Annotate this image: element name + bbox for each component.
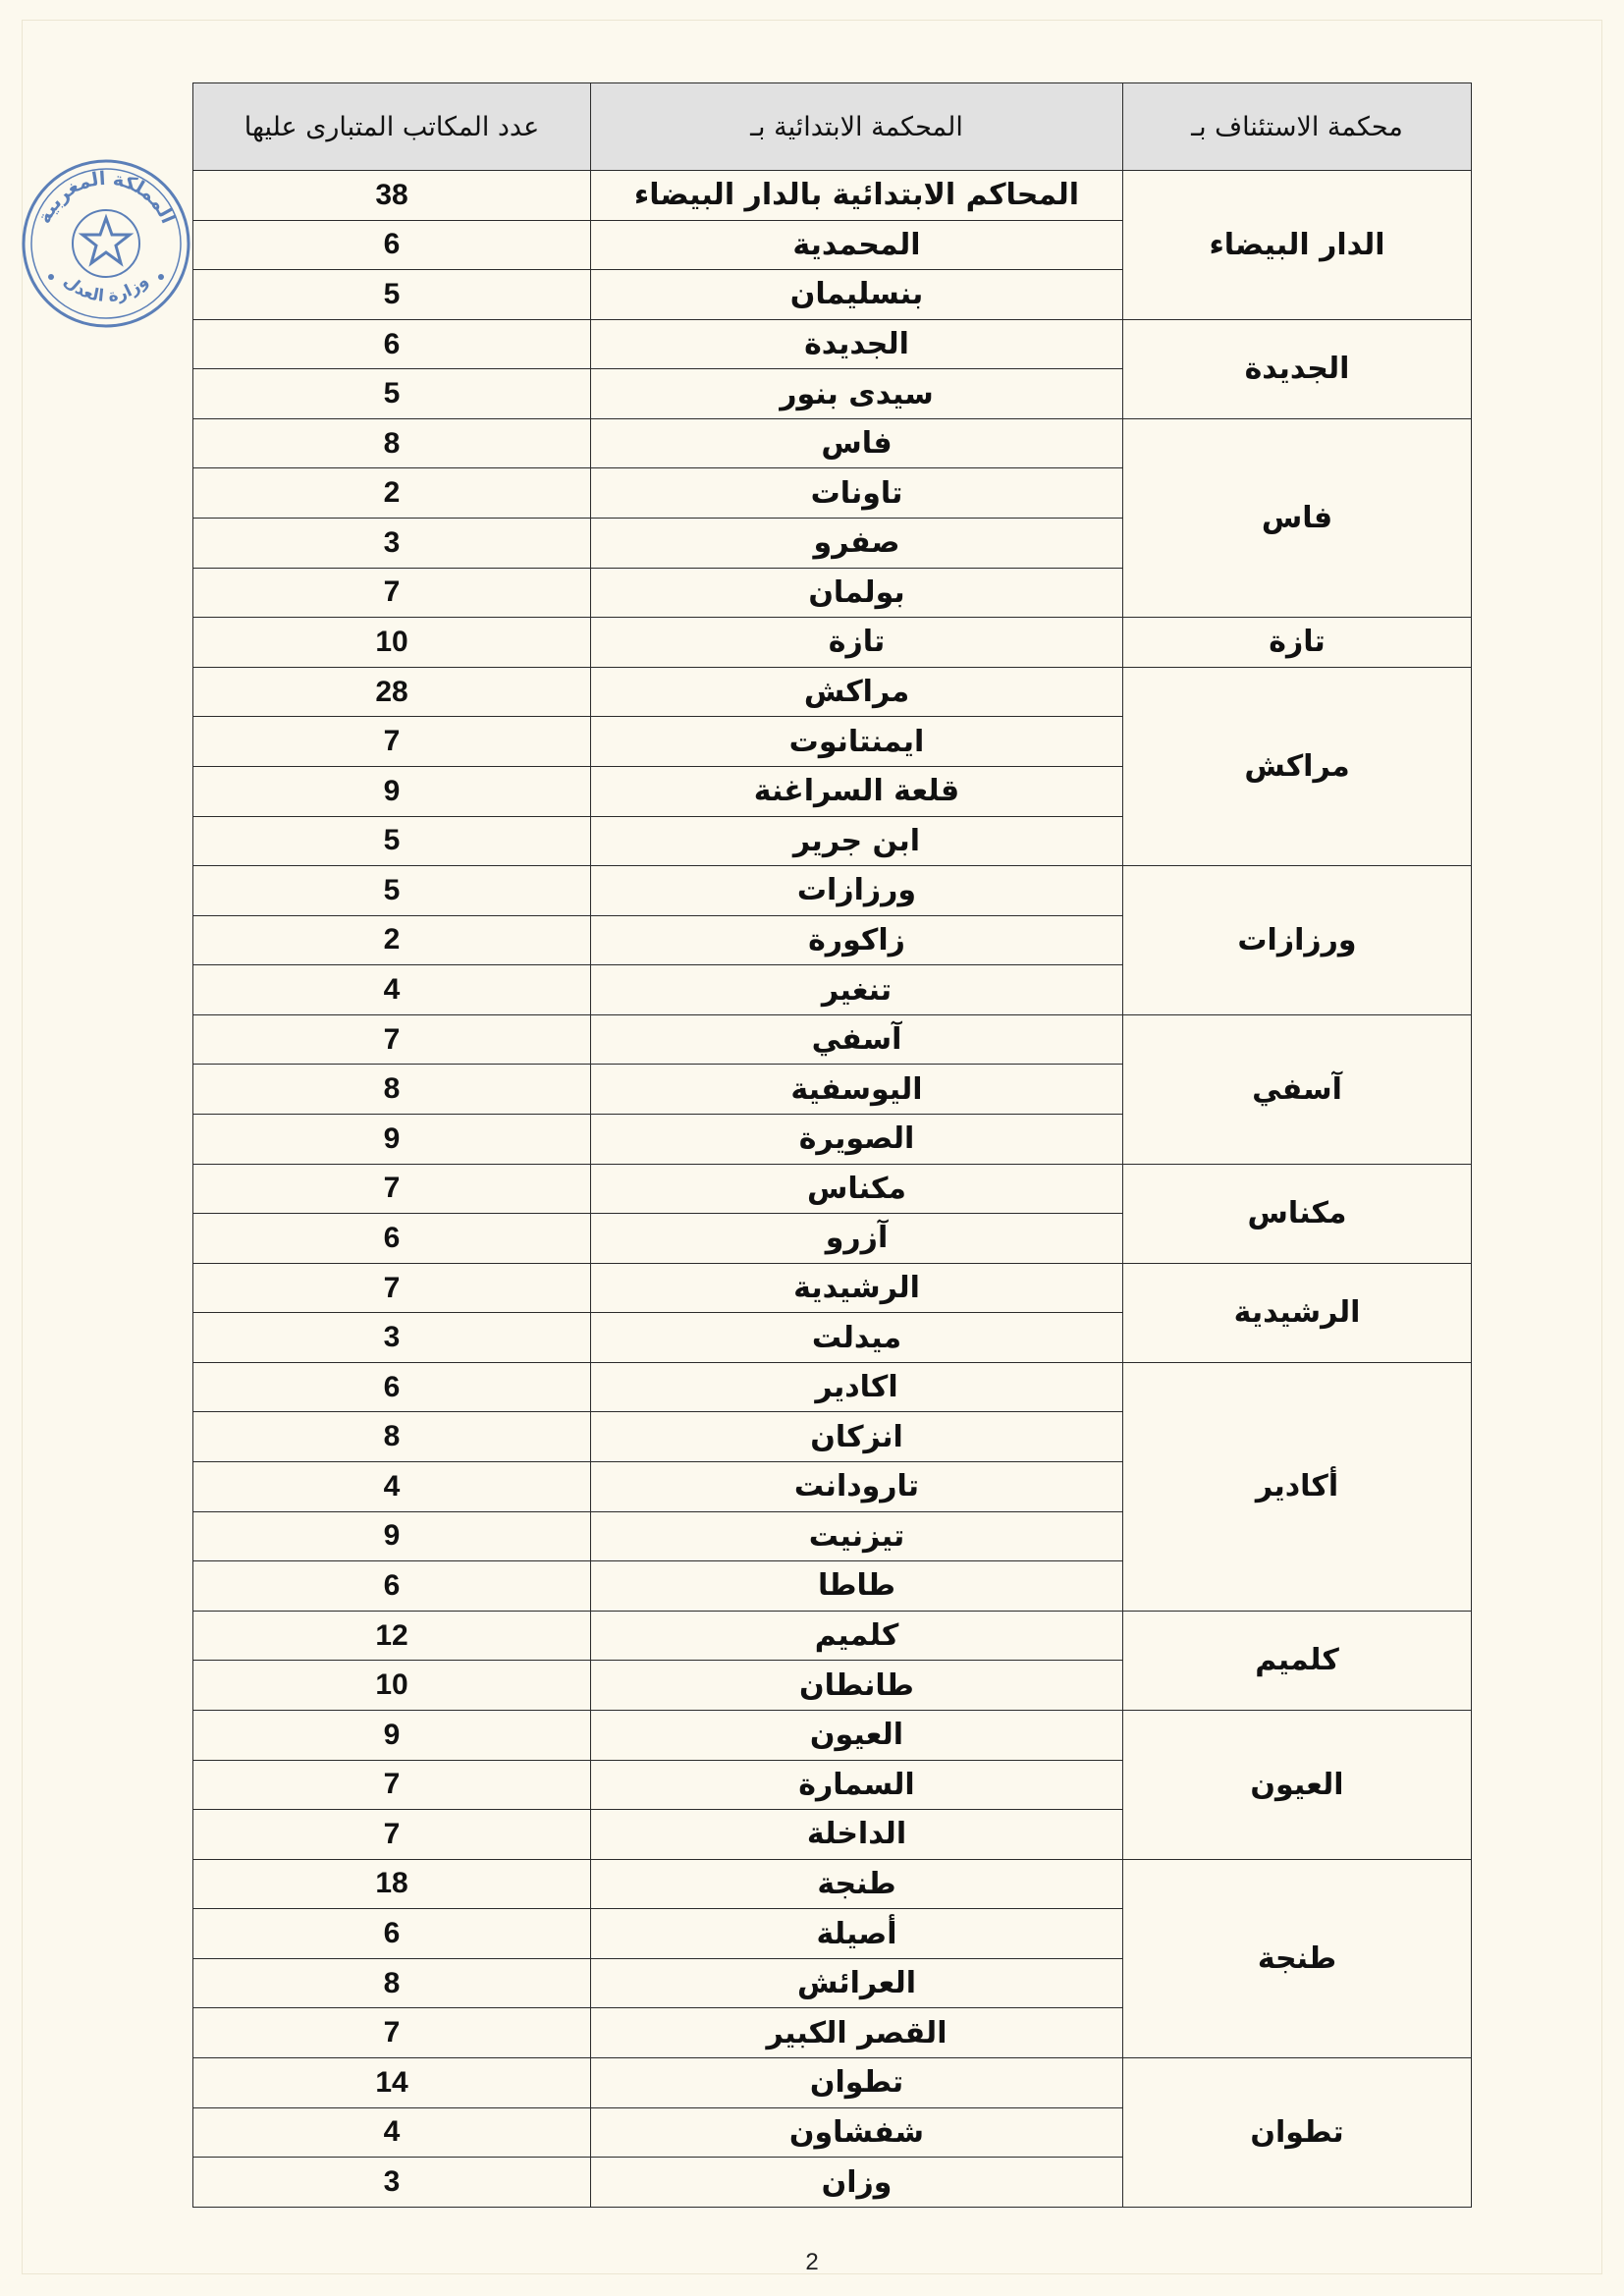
first-instance-court-cell: طاطا [591,1561,1123,1612]
offices-count-cell: 7 [193,1014,591,1065]
first-instance-court-cell: ميدلت [591,1313,1123,1363]
first-instance-court-cell: صفرو [591,519,1123,569]
table-row [193,667,1472,717]
appeal-court-cell: الدار البيضاء [1123,171,1472,320]
offices-count-cell: 2 [193,915,591,965]
offices-count-cell: 7 [193,1760,591,1810]
first-instance-court-cell: المحاكم الابتدائية بالدار البيضاء [591,171,1123,221]
offices-count-cell: 5 [193,866,591,916]
first-instance-court-cell: الصويرة [591,1114,1123,1164]
table-row [193,171,1472,221]
table-row [193,1859,1472,1909]
appeal-court-cell: الجديدة [1123,319,1472,418]
first-instance-court-cell: كلميم [591,1611,1123,1661]
first-instance-court-cell: شفشاون [591,2107,1123,2158]
star-emblem-icon [82,218,130,263]
offices-count-cell: 4 [193,965,591,1015]
offices-count-cell: 12 [193,1611,591,1661]
appeal-court-cell: العيون [1123,1710,1472,1859]
offices-count-cell: 9 [193,1511,591,1561]
offices-count-cell: 7 [193,1164,591,1214]
first-instance-court-cell: الجديدة [591,319,1123,369]
offices-count-cell: 7 [193,568,591,618]
offices-count-cell: 6 [193,1909,591,1959]
table-row [193,418,1472,468]
offices-count-cell: 5 [193,816,591,866]
first-instance-court-cell: تنغير [591,965,1123,1015]
appeal-court-cell: تازة [1123,618,1472,668]
first-instance-court-cell: مكناس [591,1164,1123,1214]
appeal-court-cell: كلميم [1123,1611,1472,1710]
offices-count-cell: 5 [193,270,591,320]
header-offices-count: عدد المكاتب المتبارى عليها [193,83,591,171]
offices-count-cell: 10 [193,618,591,668]
first-instance-court-cell: قلعة السراغنة [591,766,1123,816]
table-row [193,319,1472,369]
offices-count-cell: 9 [193,1710,591,1760]
header-appeal-court: محكمة الاستئناف بـ [1123,83,1472,171]
offices-count-cell: 7 [193,1810,591,1860]
offices-count-cell: 5 [193,369,591,419]
table-header-row [193,83,1472,171]
offices-count-cell: 6 [193,319,591,369]
first-instance-court-cell: الرشيدية [591,1263,1123,1313]
appeal-court-cell: ورزازات [1123,866,1472,1015]
appeal-court-cell: فاس [1123,418,1472,617]
offices-count-cell: 9 [193,1114,591,1164]
table-row [193,866,1472,916]
ministry-stamp [18,155,194,332]
table-row [193,1611,1472,1661]
offices-count-cell: 3 [193,519,591,569]
offices-count-cell: 18 [193,1859,591,1909]
courts-table [192,82,1472,2208]
offices-count-cell: 3 [193,2158,591,2208]
first-instance-court-cell: بولمان [591,568,1123,618]
first-instance-court-cell: السمارة [591,1760,1123,1810]
offices-count-cell: 14 [193,2057,591,2107]
offices-count-cell: 4 [193,2107,591,2158]
first-instance-court-cell: بنسليمان [591,270,1123,320]
appeal-court-cell: مكناس [1123,1164,1472,1263]
first-instance-court-cell: تيزنيت [591,1511,1123,1561]
offices-count-cell: 6 [193,1362,591,1412]
stamp-text-bottom: وزارة العدل [59,271,153,306]
appeal-court-cell: أكادير [1123,1362,1472,1611]
offices-count-cell: 38 [193,171,591,221]
first-instance-court-cell: ايمنتانوت [591,717,1123,767]
table-row [193,1014,1472,1065]
offices-count-cell: 4 [193,1462,591,1512]
first-instance-court-cell: سيدى بنور [591,369,1123,419]
offices-count-cell: 10 [193,1661,591,1711]
first-instance-court-cell: تارودانت [591,1462,1123,1512]
offices-count-cell: 6 [193,1214,591,1264]
first-instance-court-cell: ابن جرير [591,816,1123,866]
offices-count-cell: 7 [193,2008,591,2058]
offices-count-cell: 8 [193,1958,591,2008]
first-instance-court-cell: تاونات [591,468,1123,519]
first-instance-court-cell: تطوان [591,2057,1123,2107]
table-row [193,618,1472,668]
first-instance-court-cell: تازة [591,618,1123,668]
first-instance-court-cell: طانطان [591,1661,1123,1711]
offices-count-cell: 8 [193,1412,591,1462]
stamp-text-top: المملكة المغربية [33,167,180,227]
first-instance-court-cell: اليوسفية [591,1065,1123,1115]
first-instance-court-cell: القصر الكبير [591,2008,1123,2058]
first-instance-court-cell: أصيلة [591,1909,1123,1959]
first-instance-court-cell: اكادير [591,1362,1123,1412]
offices-count-cell: 8 [193,418,591,468]
offices-count-cell: 7 [193,1263,591,1313]
first-instance-court-cell: انزكان [591,1412,1123,1462]
appeal-court-cell: طنجة [1123,1859,1472,2057]
offices-count-cell: 7 [193,717,591,767]
offices-count-cell: 6 [193,220,591,270]
first-instance-court-cell: زاكورة [591,915,1123,965]
offices-count-cell: 9 [193,766,591,816]
table-row [193,1710,1472,1760]
table-row [193,2057,1472,2107]
first-instance-court-cell: آسفي [591,1014,1123,1065]
appeal-court-cell: تطوان [1123,2057,1472,2207]
table-row [193,1362,1472,1412]
offices-count-cell: 2 [193,468,591,519]
offices-count-cell: 8 [193,1065,591,1115]
header-first-instance-court: المحكمة الابتدائية بـ [591,83,1123,171]
first-instance-court-cell: العيون [591,1710,1123,1760]
first-instance-court-cell: الداخلة [591,1810,1123,1860]
appeal-court-cell: الرشيدية [1123,1263,1472,1362]
first-instance-court-cell: العرائش [591,1958,1123,2008]
appeal-court-cell: آسفي [1123,1014,1472,1164]
first-instance-court-cell: ورزازات [591,866,1123,916]
first-instance-court-cell: طنجة [591,1859,1123,1909]
table-row [193,1263,1472,1313]
offices-count-cell: 3 [193,1313,591,1363]
offices-count-cell: 6 [193,1561,591,1612]
first-instance-court-cell: آزرو [591,1214,1123,1264]
first-instance-court-cell: وزان [591,2158,1123,2208]
page-number: 2 [805,2249,819,2275]
first-instance-court-cell: مراكش [591,667,1123,717]
courts-table-body [193,171,1472,2208]
appeal-court-cell: مراكش [1123,667,1472,865]
table-row [193,1164,1472,1214]
first-instance-court-cell: المحمدية [591,220,1123,270]
first-instance-court-cell: فاس [591,418,1123,468]
offices-count-cell: 28 [193,667,591,717]
